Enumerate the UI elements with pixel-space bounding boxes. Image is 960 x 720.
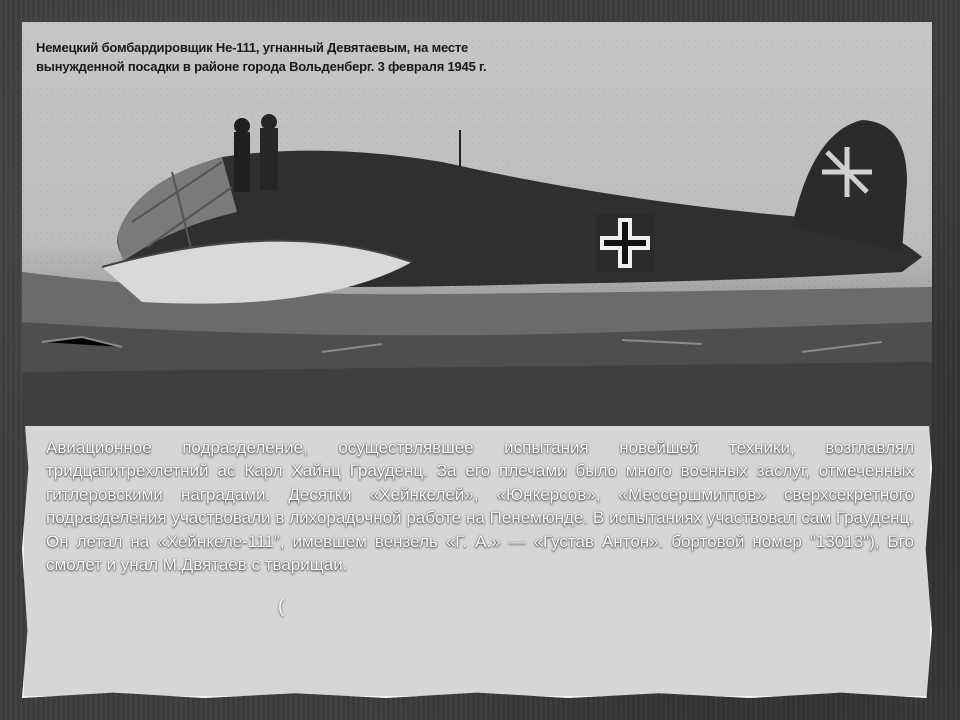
photo-caption: [36, 38, 576, 76]
photo-caption-line-2: вынужденной посадки в районе города Вольденберг. 3 февраля 1945 г.: [36, 59, 487, 74]
bomber-photo-illustration: [22, 22, 932, 426]
body-paragraph: Авиационное подразделение, осуществлявшее испытания новейшей техники, возглавлял тридцатитрехлетний ас Карл Хайнц Грауденц. За его плечами было много военных заслуг, отмеченных гитлеровскими наградами. Десятки «Хейнкелей», «Юнкерсов», «Мессершмиттов» сверхсекретного подразделения участвовали в лихорадочной работе на Пенемюнде. В испытаниях участвовал сам Грауденц. Он летал на «Хейнкеле-111″, имевшем вензель «Г. А.» — «Густав Антон». бортовой номер "13013"), Бго смолет и унал М.Двятаев с тварищаи.: [46, 438, 914, 575]
historical-photo: [22, 22, 932, 426]
photo-caption-line-1: Немецкий бомбардировщик He-111, угнанный Девятаевым, на месте: [36, 40, 469, 55]
stray-parenthesis: (: [278, 596, 284, 616]
